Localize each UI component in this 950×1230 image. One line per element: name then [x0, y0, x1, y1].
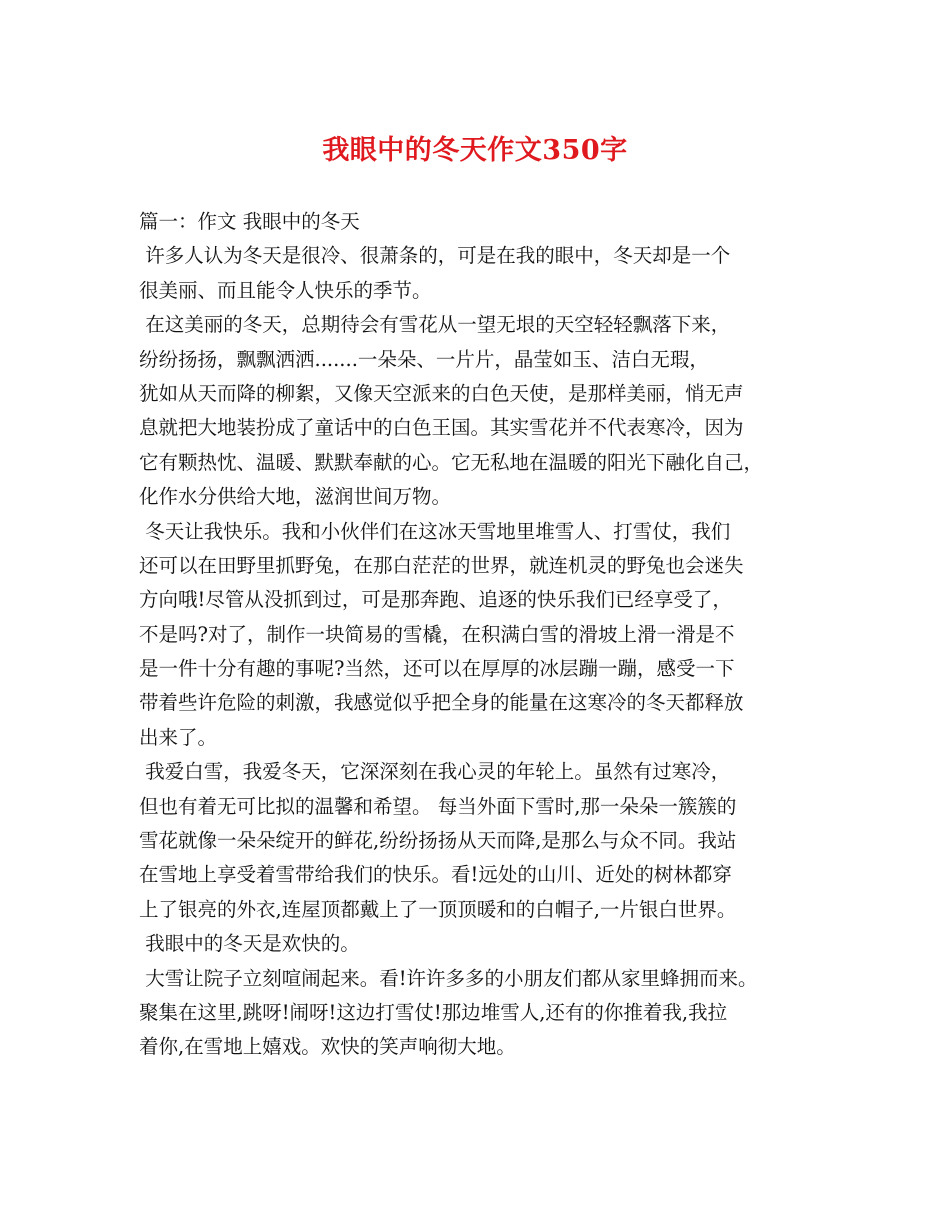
essay-body — [139, 205, 839, 1065]
text-line: 出来了。 — [139, 725, 218, 749]
text-line: 带着些许危险的刺激，我感觉似乎把全身的能量在这寒冷的冬天都释放 — [139, 691, 744, 715]
text-line: 是一件十分有趣的事呢?当然，还可以在厚厚的冰层蹦一蹦，感受一下 — [139, 657, 735, 681]
section-heading: 篇一：作文 我眼中的冬天 — [139, 210, 360, 233]
document-title: 我眼中的冬天作文350字 — [322, 135, 628, 166]
text-line: 在这美丽的冬天，总期待会有雪花从一望无垠的天空轻轻飘落下来， — [139, 313, 731, 337]
text-line: 着你,在雪地上嬉戏。欢快的笑声响彻大地。 — [139, 1035, 516, 1059]
text-line: 化作水分供给大地，滋润世间万物。 — [139, 485, 452, 509]
text-line: 纷纷扬扬，飘飘洒洒.......一朵朵、一片片，晶莹如玉、洁白无瑕， — [139, 347, 709, 371]
text-line: 息就把大地装扮成了童话中的白色王国。其实雪花并不代表寒冷，因为 — [139, 416, 744, 440]
text-line: 不是吗?对了，制作一块简易的雪橇，在积满白雪的滑坡上滑一滑是不 — [139, 622, 735, 646]
text-line: 我眼中的冬天是欢快的。 — [139, 932, 360, 956]
text-line: 雪花就像一朵朵绽开的鲜花,纷纷扬扬从天而降,是那么与众不同。我站 — [139, 829, 737, 853]
text-line: 它有颗热忱、温暖、默默奉献的心。它无私地在温暖的阳光下融化自己， — [139, 450, 764, 474]
text-line: 方向哦!尽管从没抓到过，可是那奔跑、追逐的快乐我们已经享受了， — [139, 588, 732, 612]
text-line: 许多人认为冬天是很冷、很萧条的，可是在我的眼中，冬天却是一个 — [139, 244, 731, 268]
text-line: 聚集在这里,跳呀!闹呀!这边打雪仗!那边堆雪人,还有的你推着我,我拉 — [139, 1000, 728, 1024]
text-line: 大雪让院子立刻喧闹起来。看!许许多多的小朋友们都从家里蜂拥而来。 — [139, 966, 758, 990]
text-line: 很美丽、而且能令人快乐的季节。 — [139, 278, 432, 302]
text-line: 在雪地上享受着雪带给我们的快乐。看!远处的山川、近处的树林都穿 — [139, 863, 732, 887]
text-line: 还可以在田野里抓野兔，在那白茫茫的世界，就连机灵的野兔也会迷失 — [139, 553, 744, 577]
text-line: 但也有着无可比拟的温馨和希望。 每当外面下雪时,那一朵朵一簇簇的 — [139, 794, 737, 818]
text-line: 我爱白雪，我爱冬天，它深深刻在我心灵的年轮上。虽然有过寒冷， — [139, 760, 731, 784]
text-line: 上了银亮的外衣,连屋顶都戴上了一顶顶暖和的白帽子,一片银白世界。 — [139, 897, 737, 921]
text-line: 犹如从天而降的柳絮，又像天空派来的白色天使，是那样美丽，悄无声 — [139, 381, 744, 405]
text-line: 冬天让我快乐。我和小伙伴们在这冰天雪地里堆雪人、打雪仗，我们 — [139, 519, 731, 543]
